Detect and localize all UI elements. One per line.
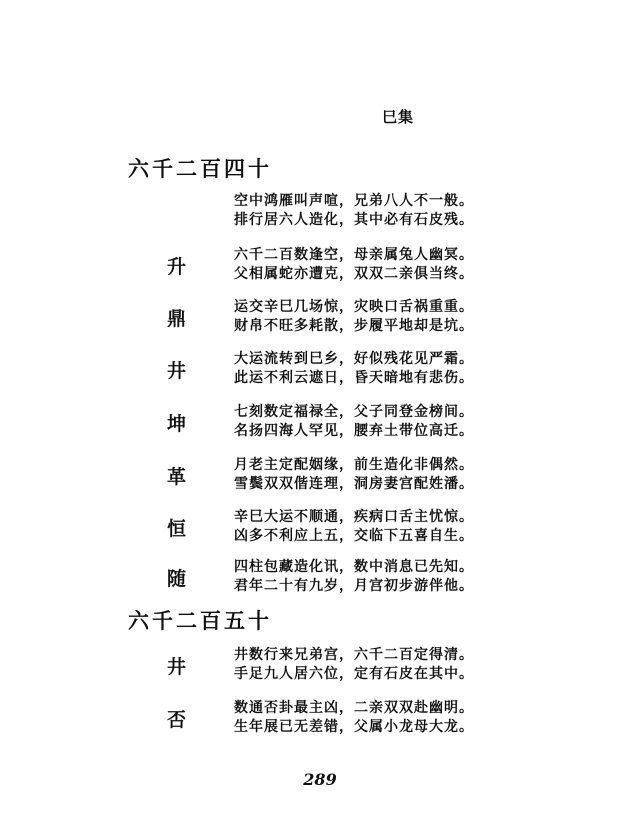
hexagram-label: 鼎: [167, 308, 187, 330]
hexagram-label: 恒: [167, 518, 187, 540]
verse-line: 君年二十有九岁，月宫初步游伴他。: [234, 578, 474, 594]
hexagram-label: 革: [167, 466, 187, 488]
verse-line: 井数行来兄弟宫，六千二百定得清。: [234, 647, 474, 663]
verse-entry: [0, 697, 640, 743]
section-title: 六千二百五十: [128, 608, 272, 633]
verse-line: 手足九人居六位，定有石皮在其中。: [234, 666, 474, 682]
verse-line: 财帛不旺多耗散，步履平地却是坑。: [234, 318, 474, 334]
hexagram-label: 井: [167, 360, 187, 382]
hexagram-label: 坤: [167, 413, 187, 435]
verse-entry: [0, 348, 640, 394]
verse-line: 七刻数定福禄全，父子同登金榜间。: [234, 404, 474, 420]
verse-entry: [0, 506, 640, 552]
verse-line: 雪鬓双双偕连理，洞房妻宫配姓潘。: [234, 476, 474, 492]
page-number: 289: [303, 770, 337, 789]
verse-entry: [0, 454, 640, 500]
hexagram-label: 随: [167, 568, 187, 590]
verse-entry: [0, 190, 640, 236]
verse-line: 父相属蛇亦遭克，双双二亲俱当终。: [234, 266, 474, 282]
section-title: 六千二百四十: [128, 156, 272, 181]
verse-line: 月老主定配姻缘，前生造化非偶然。: [234, 457, 474, 473]
verse-line: 空中鸿雁叫声喧，兄弟八人不一般。: [234, 193, 474, 209]
verse-line: 辛巳大运不顺通，疾病口舌主忧惊。: [234, 509, 474, 525]
verse-entry: [0, 296, 640, 342]
verse-line: 生年展已无差错，父属小龙母大龙。: [234, 719, 474, 735]
verse-line: 凶多不利应上五，交临下五喜自生。: [234, 528, 474, 544]
volume-header: 巳集: [382, 108, 415, 126]
verse-line: 大运流转到巳乡，好似残花见严霜。: [234, 351, 474, 367]
verse-entry: [0, 644, 640, 690]
verse-line: 六千二百数逢空，母亲属兔人幽冥。: [234, 247, 474, 263]
verse-line: 四柱包藏造化讯，数中消息已先知。: [234, 559, 474, 575]
hexagram-label: 否: [167, 709, 187, 731]
verse-entry: [0, 556, 640, 602]
verse-entry: [0, 401, 640, 447]
hexagram-label: 升: [167, 256, 187, 278]
verse-line: 排行居六人造化，其中必有石皮残。: [234, 212, 474, 228]
verse-line: 运交辛巳几场惊，灾映口舌祸重重。: [234, 299, 474, 315]
hexagram-label: 井: [167, 656, 187, 678]
verse-entry: [0, 244, 640, 290]
verse-line: 数通否卦最主凶，二亲双双赴幽明。: [234, 700, 474, 716]
verse-line: 名扬四海人罕见，腰弃土带位高迁。: [234, 423, 474, 439]
verse-line: 此运不利云遮日，昏天暗地有悲伤。: [234, 370, 474, 386]
